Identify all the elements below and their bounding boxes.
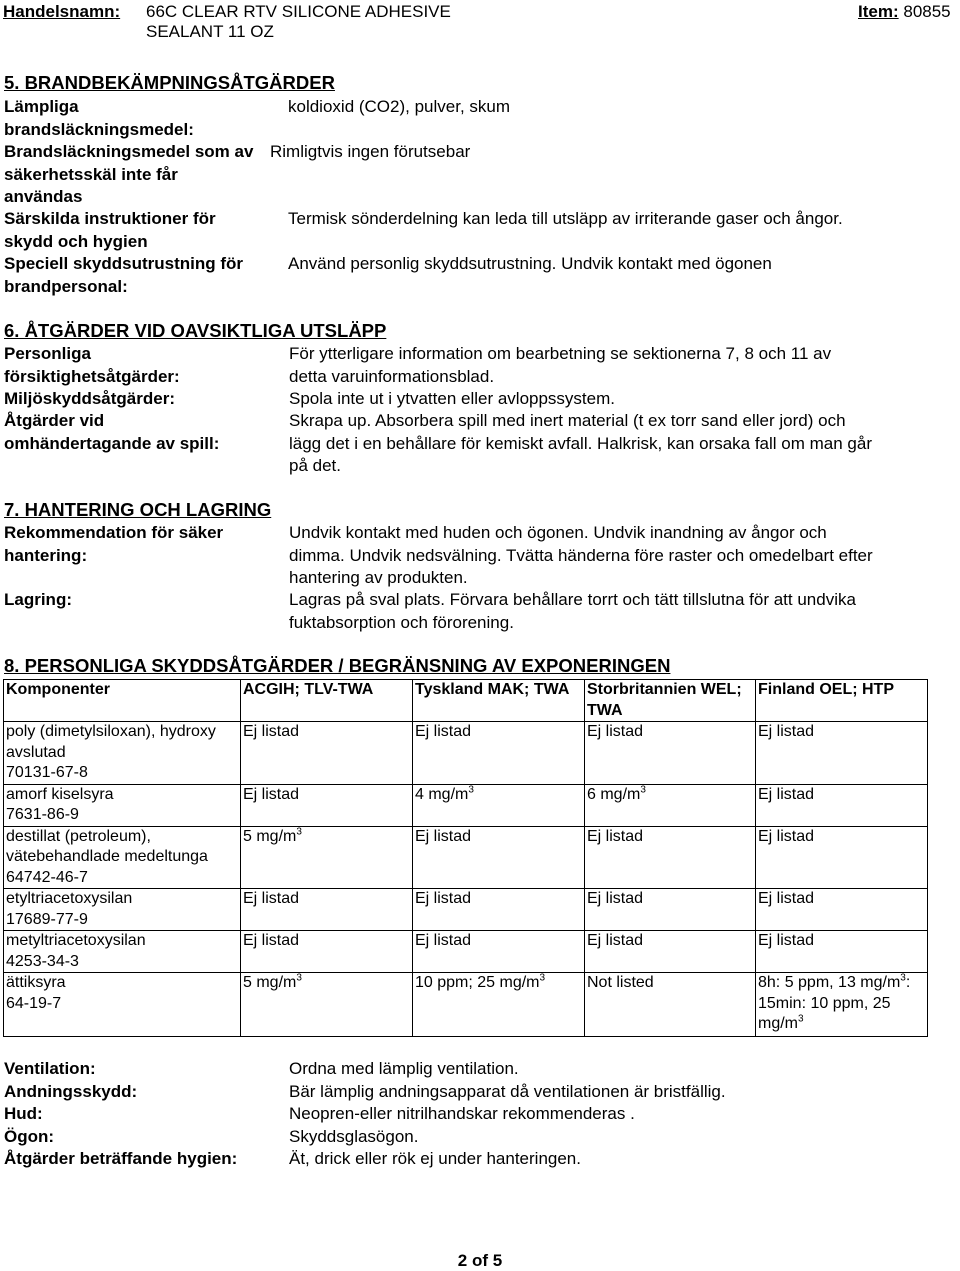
limit-cell: Ej listad <box>756 826 928 889</box>
col-header-acgih: ACGIH; TLV-TWA <box>241 680 413 722</box>
respiratory-label: Andningsskydd: <box>4 1081 138 1101</box>
s5-value: Rimligtvis ingen förutsebar <box>270 142 471 161</box>
limit-cell: Ej listad <box>756 889 928 931</box>
s5-label: Speciell skyddsutrustning för brandpersonal: <box>4 254 243 296</box>
limit-cell: Ej listad <box>585 826 756 889</box>
component-cell: amorf kiselsyra 7631-86-9 <box>4 784 241 826</box>
table-row <box>4 973 928 1037</box>
limit-cell: Not listed <box>585 973 756 1037</box>
limit-cell: Ej listad <box>241 722 413 785</box>
limit-cell: Ej listad <box>756 784 928 826</box>
section-7-title: 7. HANTERING OCH LAGRING <box>4 499 272 520</box>
protection-values <box>289 1058 726 1171</box>
s7-value: Undvik kontakt med huden och ögonen. Undvik inandning av ångor och dimma. Undvik nedsvälning. Tvätta händerna före raster och omedelbart efter hantering av produkten. <box>289 523 873 587</box>
s5-value: Termisk sönderdelning kan leda till utsläpp av irriterande gaser och ångor. <box>288 209 843 228</box>
s6-value: För ytterligare information om bearbetning se sektionerna 7, 8 och 11 av detta varuinformationsblad. <box>289 344 832 386</box>
product-name-line1: 66C CLEAR RTV SILICONE ADHESIVE <box>146 2 451 21</box>
product-name-line2: SEALANT 11 OZ <box>146 22 274 41</box>
s5-value: Använd personlig skyddsutrustning. Undvik kontakt med ögonen <box>288 254 772 273</box>
section-8-title: 8. PERSONLIGA SKYDDSÅTGÄRDER / BEGRÄNSNING AV EXPONERINGEN <box>4 655 671 676</box>
component-cell: destillat (petroleum), vätebehandlade medeltunga 64742-46-7 <box>4 826 241 889</box>
limit-cell: 4 $mg/m^3$ <box>413 784 585 826</box>
s5-label: Särskilda instruktioner för skydd och hygien <box>4 209 216 251</box>
limit-cell: Ej listad <box>585 931 756 973</box>
component-cell: metyltriacetoxysilan 4253-34-3 <box>4 931 241 973</box>
limit-cell: Ej listad <box>413 931 585 973</box>
limit-cell: Ej listad <box>585 722 756 785</box>
section-6-title: 6. ÅTGÄRDER VID OAVSIKTLIGA UTSLÄPP <box>4 320 387 341</box>
component-cell: ättiksyra 64-19-7 <box>4 973 241 1037</box>
section-5-title: 5. BRANDBEKÄMPNINGSÅTGÄRDER <box>4 72 335 93</box>
limit-cell: 5 $mg/m^3$ <box>241 973 413 1037</box>
limit-cell: Ej listad <box>241 784 413 826</box>
page-number: 2 of 5 <box>457 1251 503 1270</box>
limit-cell: Ej listad <box>413 826 585 889</box>
limit-cell: 8h: 5 ppm, 13 $mg/m^3$: 15min: 10 ppm, 25 $mg/m^3$ <box>756 973 928 1037</box>
table-row <box>4 826 928 889</box>
table-row <box>4 722 928 785</box>
protection-labels <box>4 1058 237 1171</box>
respiratory-value: Bär lämplig andningsapparat då ventilationen är bristfällig. <box>289 1081 726 1101</box>
hygiene-label: Åtgärder beträffande hygien: <box>4 1149 238 1168</box>
s7-value: Lagras på sval plats. Förvara behållare torrt och tätt tillslutna för att undvika fuktabsorption och förorening. <box>289 590 856 632</box>
hygiene-value: Ät, drick eller rök ej under hanteringen. <box>289 1149 581 1168</box>
col-header-germany: Tyskland MAK; TWA <box>413 680 585 722</box>
limit-cell: Ej listad <box>413 722 585 785</box>
s6-label: Personliga försiktighetsåtgärder: <box>4 344 180 386</box>
s6-label: Miljöskyddsåtgärder: <box>4 389 175 408</box>
table-row <box>4 784 928 826</box>
table-header-row <box>4 680 928 722</box>
limit-cell: Ej listad <box>585 889 756 931</box>
skin-label: Hud: <box>4 1104 43 1123</box>
limit-cell: Ej listad <box>241 889 413 931</box>
item-number <box>858 1 951 22</box>
s5-label: Brandsläckningsmedel som av säkerhetsskäl inte får användas <box>4 142 254 206</box>
s6-value: Skrapa up. Absorbera spill med inert material (t ex torr sand eller jord) och lägg det i en behållare för kemiskt avfall. Halkrisk, kan orsaka fall om man går på det. <box>289 411 872 475</box>
table-row <box>4 889 928 931</box>
skin-value: Neopren-eller nitrilhandskar rekommenderas . <box>289 1104 635 1123</box>
limit-cell: Ej listad <box>413 889 585 931</box>
limit-cell: 10 ppm; 25 $mg/m^3$ <box>413 973 585 1037</box>
col-header-finland: Finland OEL; HTP <box>756 680 928 722</box>
component-cell: etyltriacetoxysilan 17689-77-9 <box>4 889 241 931</box>
limit-cell: 5 $mg/m^3$ <box>241 826 413 889</box>
component-cell: poly (dimetylsiloxan), hydroxy avslutad 70131-67-8 <box>4 722 241 785</box>
limit-cell: 6 $mg/m^3$ <box>585 784 756 826</box>
eyes-label: Ögon: <box>4 1126 55 1146</box>
s6-value: Spola inte ut i ytvatten eller avloppssystem. <box>289 389 615 408</box>
eyes-value: Skyddsglasögon. <box>289 1126 419 1146</box>
s7-label: Rekommendation för säker hantering: <box>4 523 224 565</box>
ventilation-value: Ordna med lämplig ventilation. <box>289 1059 519 1078</box>
col-header-components: Komponenter <box>4 680 241 722</box>
item-value: 80855 <box>903 2 951 21</box>
product-name-label: Handelsnamn: <box>3 2 121 21</box>
s5-label: Lämpliga brandsläckningsmedel: <box>4 97 194 139</box>
item-label: Item: <box>858 2 899 21</box>
s6-label: Åtgärder vid omhändertagande av spill: <box>4 411 220 453</box>
table-row <box>4 931 928 973</box>
limit-cell: Ej listad <box>756 931 928 973</box>
s5-value: koldioxid (CO2), pulver, skum <box>288 97 511 116</box>
limit-cell: Ej listad <box>756 722 928 785</box>
s7-label: Lagring: <box>4 590 72 609</box>
ventilation-label: Ventilation: <box>4 1059 96 1078</box>
limit-cell: Ej listad <box>241 931 413 973</box>
col-header-uk: Storbritannien WEL; TWA <box>585 680 756 722</box>
exposure-limits-table <box>3 679 928 1037</box>
